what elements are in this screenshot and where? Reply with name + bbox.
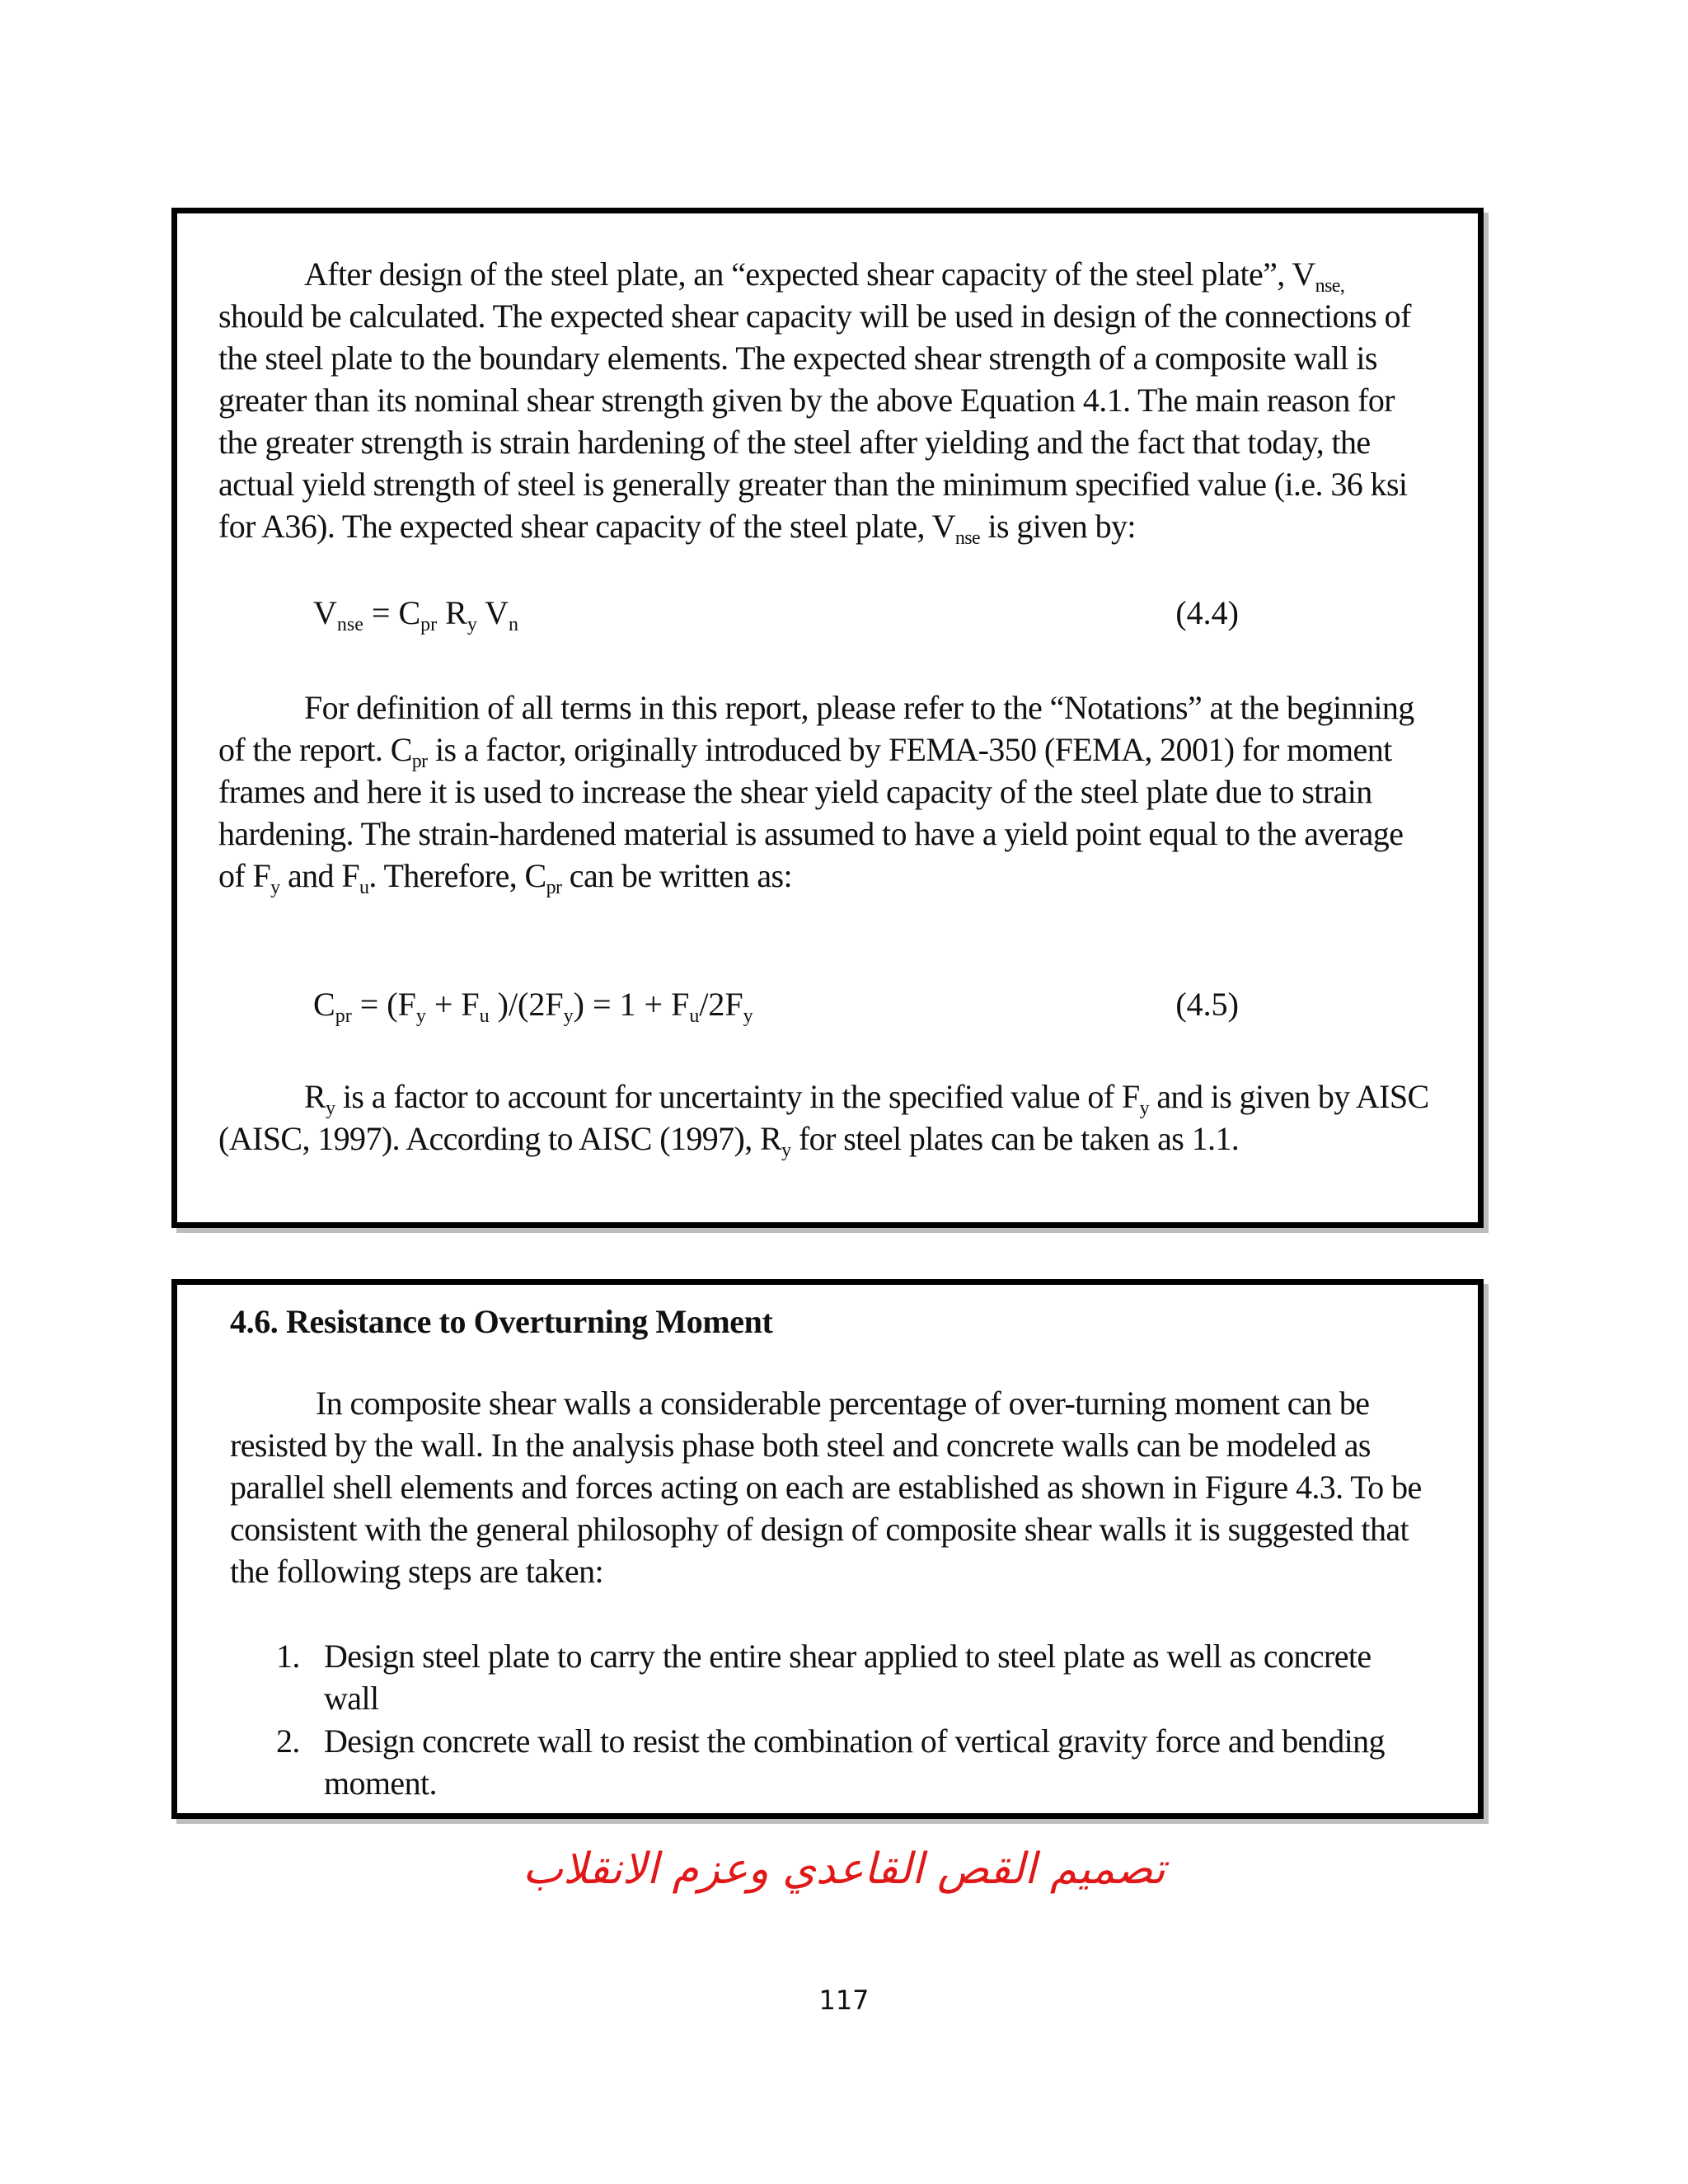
equation-number-4-5: (4.5) (1175, 986, 1239, 1023)
expected-shear-paragraph: After design of the steel plate, an “expected shear capacity of the steel plate”, $V_{nse,}$ should be calculated. The expected shear capacity will be used in design of the connections of the steel plate to the boundary elements. The expected shear strength of a composite wall is greater than its nominal shear strength given by the above Equation 4.1. The main reason for the greater strength is strain hardening of the steel after yielding and the fact that today, the actual yield strength of steel is generally greater than the minimum specified value (i.e. 36 ksi for A36). The expected shear capacity of the steel plate, $V_{nse}$ is given by: (218, 255, 1411, 549)
overturning-paragraph: In composite shear walls a considerable percentage of over-turning moment can be resisted by the wall. In the analysis phase both steel and concrete walls can be modeled as parallel shell elements and forces acting on each are established as shown in Figure 4.3. To be consistent with the general philosophy of design of composite shear walls it is suggested that the following steps are taken: (230, 1385, 1422, 1590)
list-item-text: Design steel plate to carry the entire shear applied to steel plate as well as concrete wall (324, 1638, 1372, 1717)
list-item-number: 2. (276, 1722, 300, 1760)
list-item (276, 1635, 1414, 1719)
overturning-moment-box (171, 1279, 1484, 1819)
list-item (276, 1720, 1414, 1804)
cpr-definition-paragraph: For definition of all terms in this report, please refer to the “Notations” at the beginning of the report. $C_{pr}$ is a factor, originally introduced by FEMA-350 (FEMA, 2001) for moment frames and here it is used to increase the shear yield capacity of the steel plate due to strain hardening. The strain-hardened material is assumed to have a yield point equal to the average of $F_y$ and $F_u$. Therefore, $C_{pr}$ can be written as: (218, 689, 1414, 898)
ry-definition-paragraph: $R_y$ is a factor to account for uncertainty in the specified value of $F_y$ and is given by AISC (AISC, 1997). According to AISC (1997), $R_y$ for steel plates can be taken as 1.1. (218, 1078, 1429, 1161)
page-number: 117 (818, 1985, 870, 2016)
arabic-caption: تصميم القص القاعدي وعزم الانقلاب (523, 1844, 1165, 1894)
equation-4-5: $C_{pr} = (F_y + F_u$ )$/(2F_y) = 1 + F_u/2F_y$ (313, 986, 753, 1027)
list-item-number: 1. (276, 1638, 300, 1675)
list-item-text: Design concrete wall to resist the combination of vertical gravity force and bending moment. (324, 1722, 1385, 1802)
equation-4-4: $V_{nse} = C_{pr}$ $R_y$ $V_n$ (313, 594, 518, 635)
shear-capacity-box (171, 208, 1484, 1228)
section-heading: 4.6. Resistance to Overturning Moment (230, 1303, 773, 1340)
equation-number-4-4: (4.4) (1175, 594, 1239, 631)
